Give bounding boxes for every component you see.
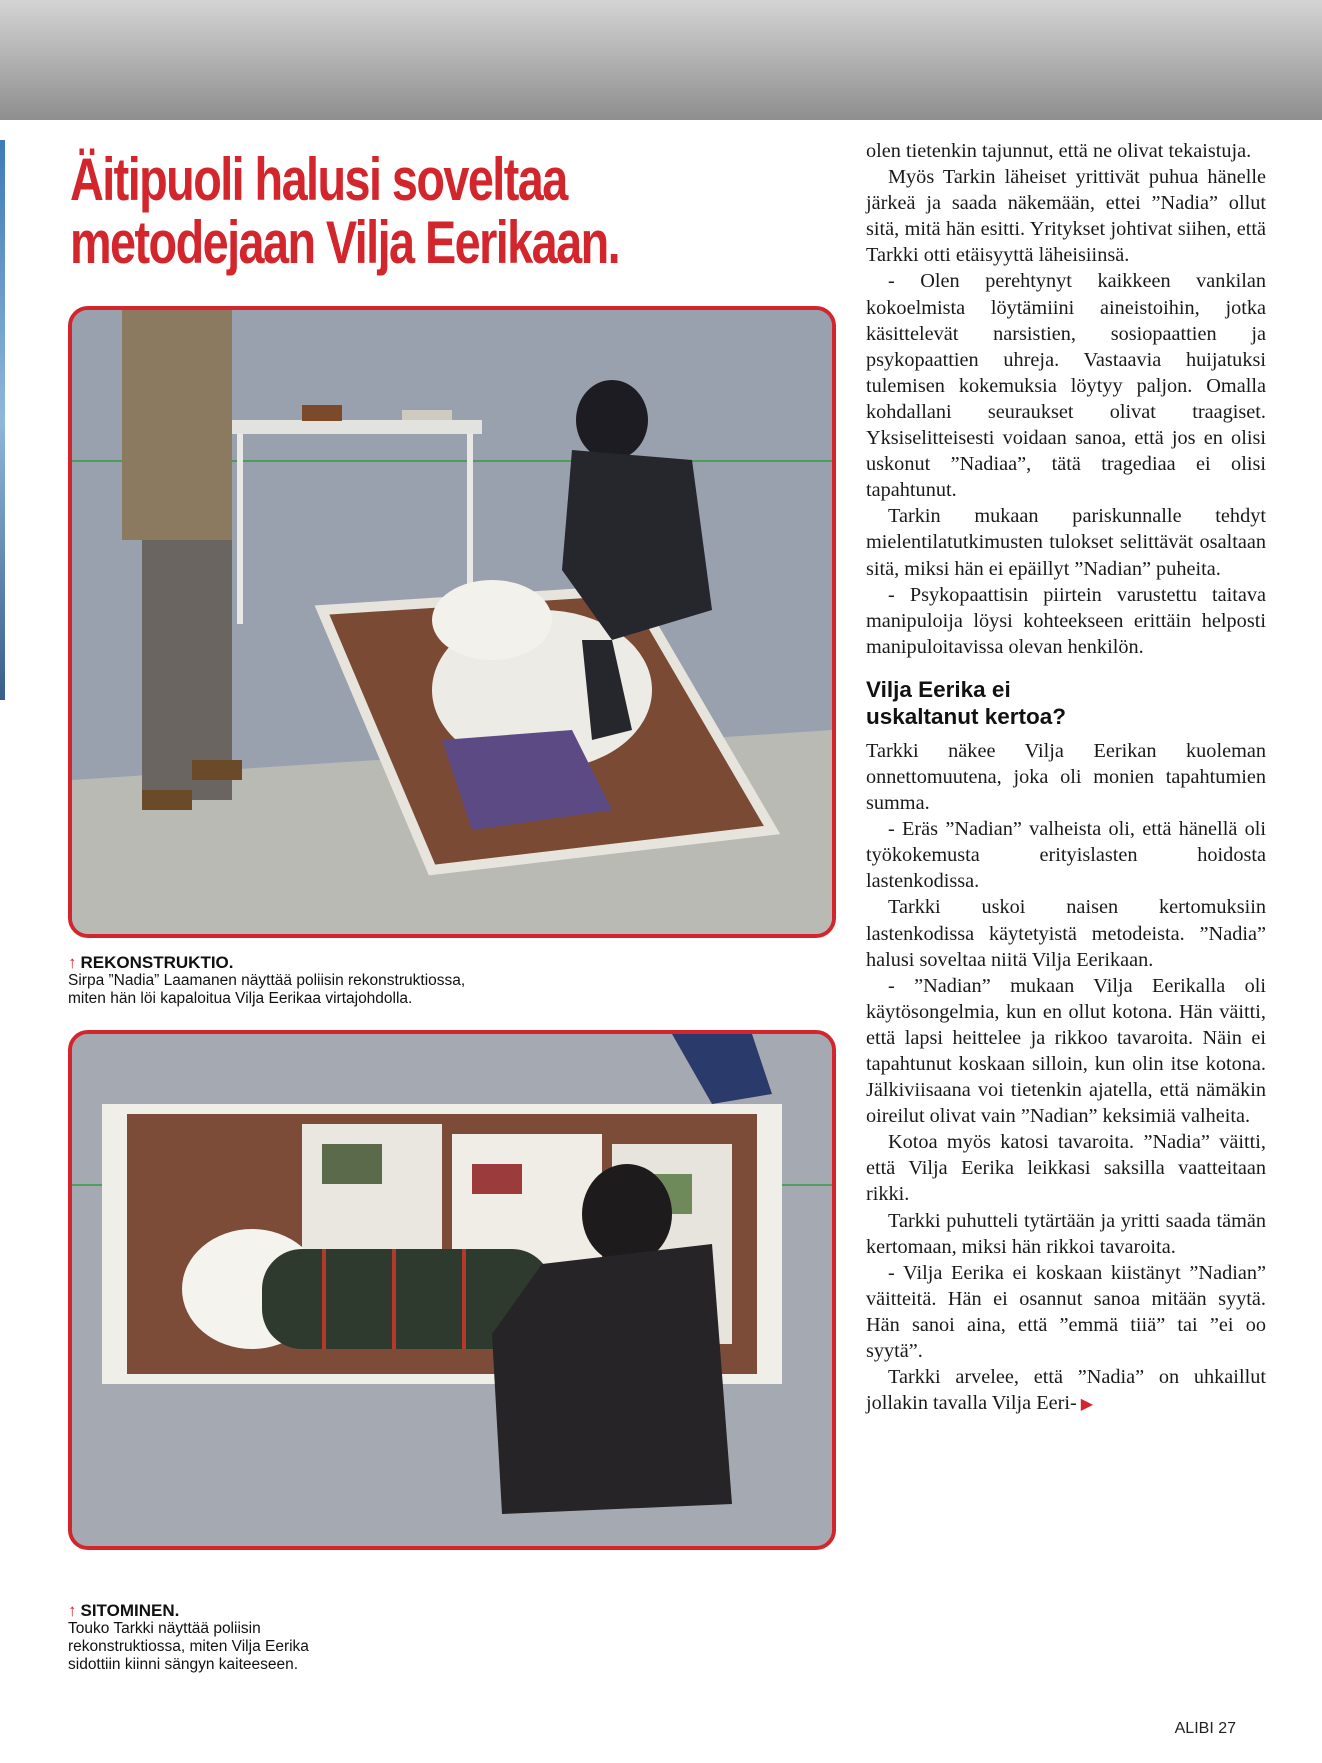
caption-2-line-3: sidottiin kiinni sängyn kaiteeseen. <box>68 1656 299 1673</box>
caption-1-line-2: miten hän löi kapaloitua Vilja Eerikaa virtajohdolla. <box>68 990 413 1007</box>
article-paragraph-last <box>866 1364 1266 1418</box>
subheading-line-2: uskaltanut kertoa? <box>866 703 1067 729</box>
headline-line-2: metodejaan Vilja Eerikaan. <box>70 209 620 276</box>
caption-title-1-text: REKONSTRUKTIO. <box>80 953 234 972</box>
up-arrow-icon: ↑ <box>68 1601 77 1620</box>
continue-arrow-icon: ▶ <box>1080 1396 1094 1414</box>
reconstruction-illustration <box>72 310 832 934</box>
photo-caption-2 <box>68 1602 588 1674</box>
last-paragraph-text: Tarkki arvelee, että ”Nadia” on uhkaillut jollakin tavalla Vilja Eeri- <box>866 1366 1266 1415</box>
article-paragraph: - ”Nadian” mukaan Vilja Eerikalla oli käytösongelmia, kun en ollut kotona. Hän väitti, että lapsi heittelee ja rikkoo tavaroita. Näin ei tapahtunut koskaan silloin, kun olin itse kotona. Jälkiviisaana voi tietenkin ajatella, että nämäkin oireilut olivat vain ”Nadian” keksimiä valheita. <box>866 974 1266 1128</box>
article-paragraph: - Vilja Eerika ei koskaan kiistänyt ”Nadian” väitteitä. Hän ei osannut sanoa mitään syytä. Hän sanoi aina, että ”emmä tiiä” tai ”ei oo syytä”. <box>866 1261 1266 1363</box>
caption-2-line-1: Touko Tarkki näyttää poliisin <box>68 1620 261 1637</box>
top-banner <box>0 0 1322 120</box>
article-paragraph: olen tietenkin tajunnut, että ne olivat tekaistuja. <box>866 140 1252 162</box>
subheading-line-1: Vilja Eerika ei <box>866 676 1011 702</box>
binding-illustration <box>72 1034 832 1546</box>
article-paragraph: Tarkki uskoi naisen kertomuksiin lastenkodissa käytetyistä metodeista. ”Nadia” halusi soveltaa niitä Vilja Eerikaan. <box>866 896 1266 971</box>
article-paragraph: Tarkki puhutteli tytärtään ja yritti saada tämän kertomaan, miksi hän rikkoi tavaroita. <box>866 1209 1266 1258</box>
article-subheading <box>866 676 1266 730</box>
photo-reconstruction <box>68 306 836 938</box>
caption-title-2 <box>68 1602 588 1620</box>
previous-page-edge <box>0 140 5 700</box>
article-paragraph: - Psykopaattisin piirtein varustettu taitava manipuloija löysi kohteekseen erittäin helposti manipuloitavissa olevan henkilön. <box>866 583 1266 658</box>
caption-title-2-text: SITOMINEN. <box>80 1601 180 1620</box>
caption-1-line-1: Sirpa ”Nadia” Laamanen näyttää poliisin rekonstruktiossa, <box>68 972 466 989</box>
article-paragraph: - Olen perehtynyt kaikkeen vankilan kokoelmista löytämiini aineistoihin, jotka käsittelevät narsistien, sosiopaattien ja psykopaattien uhreja. Vastaavia huijatuksi tulemisen kokemuksia löytyy paljon. Omalla kohdallani seuraukset olivat traagiset. Yksiselitteisesti voidaan sanoa, että jos en olisi uskonut ”Nadiaa”, tätä tragediaa ei olisi tapahtunut. <box>866 270 1266 502</box>
photo-caption-1 <box>68 954 588 1008</box>
caption-title-1 <box>68 954 588 972</box>
article-paragraph: - Eräs ”Nadian” valheista oli, että hänellä oli työkokemusta erityislasten hoidosta lastenkodissa. <box>866 818 1266 893</box>
up-arrow-icon: ↑ <box>68 953 77 972</box>
article-paragraph: Kotoa myös katosi tavaroita. ”Nadia” väitti, että Vilja Eerika leikkasi saksilla vaatteitaan rikki. <box>866 1131 1266 1206</box>
headline <box>70 148 632 274</box>
headline-line-1: Äitipuoli halusi soveltaa <box>70 146 567 213</box>
page-folio: ALIBI 27 <box>1174 1720 1236 1737</box>
article-paragraph: Tarkki näkee Vilja Eerikan kuoleman onnettomuutena, joka oli monien tapahtumien summa. <box>866 739 1266 815</box>
article-paragraph: Tarkin mukaan pariskunnalle tehdyt mielentilatutkimusten tulokset selittävät osaltaan sitä, miksi hän ei epäillyt ”Nadian” puheita. <box>866 505 1266 580</box>
photo-binding <box>68 1030 836 1550</box>
caption-2-line-2: rekonstruktiossa, miten Vilja Eerika <box>68 1638 309 1655</box>
article-paragraph: Myös Tarkin läheiset yrittivät puhua hänelle järkeä ja saada näkemään, ettei ”Nadia” ollut sitä, mitä hän esitti. Yritykset johtivat siihen, että Tarkki otti etäisyyttä läheisiinsä. <box>866 166 1266 267</box>
article-body <box>866 138 1266 1418</box>
